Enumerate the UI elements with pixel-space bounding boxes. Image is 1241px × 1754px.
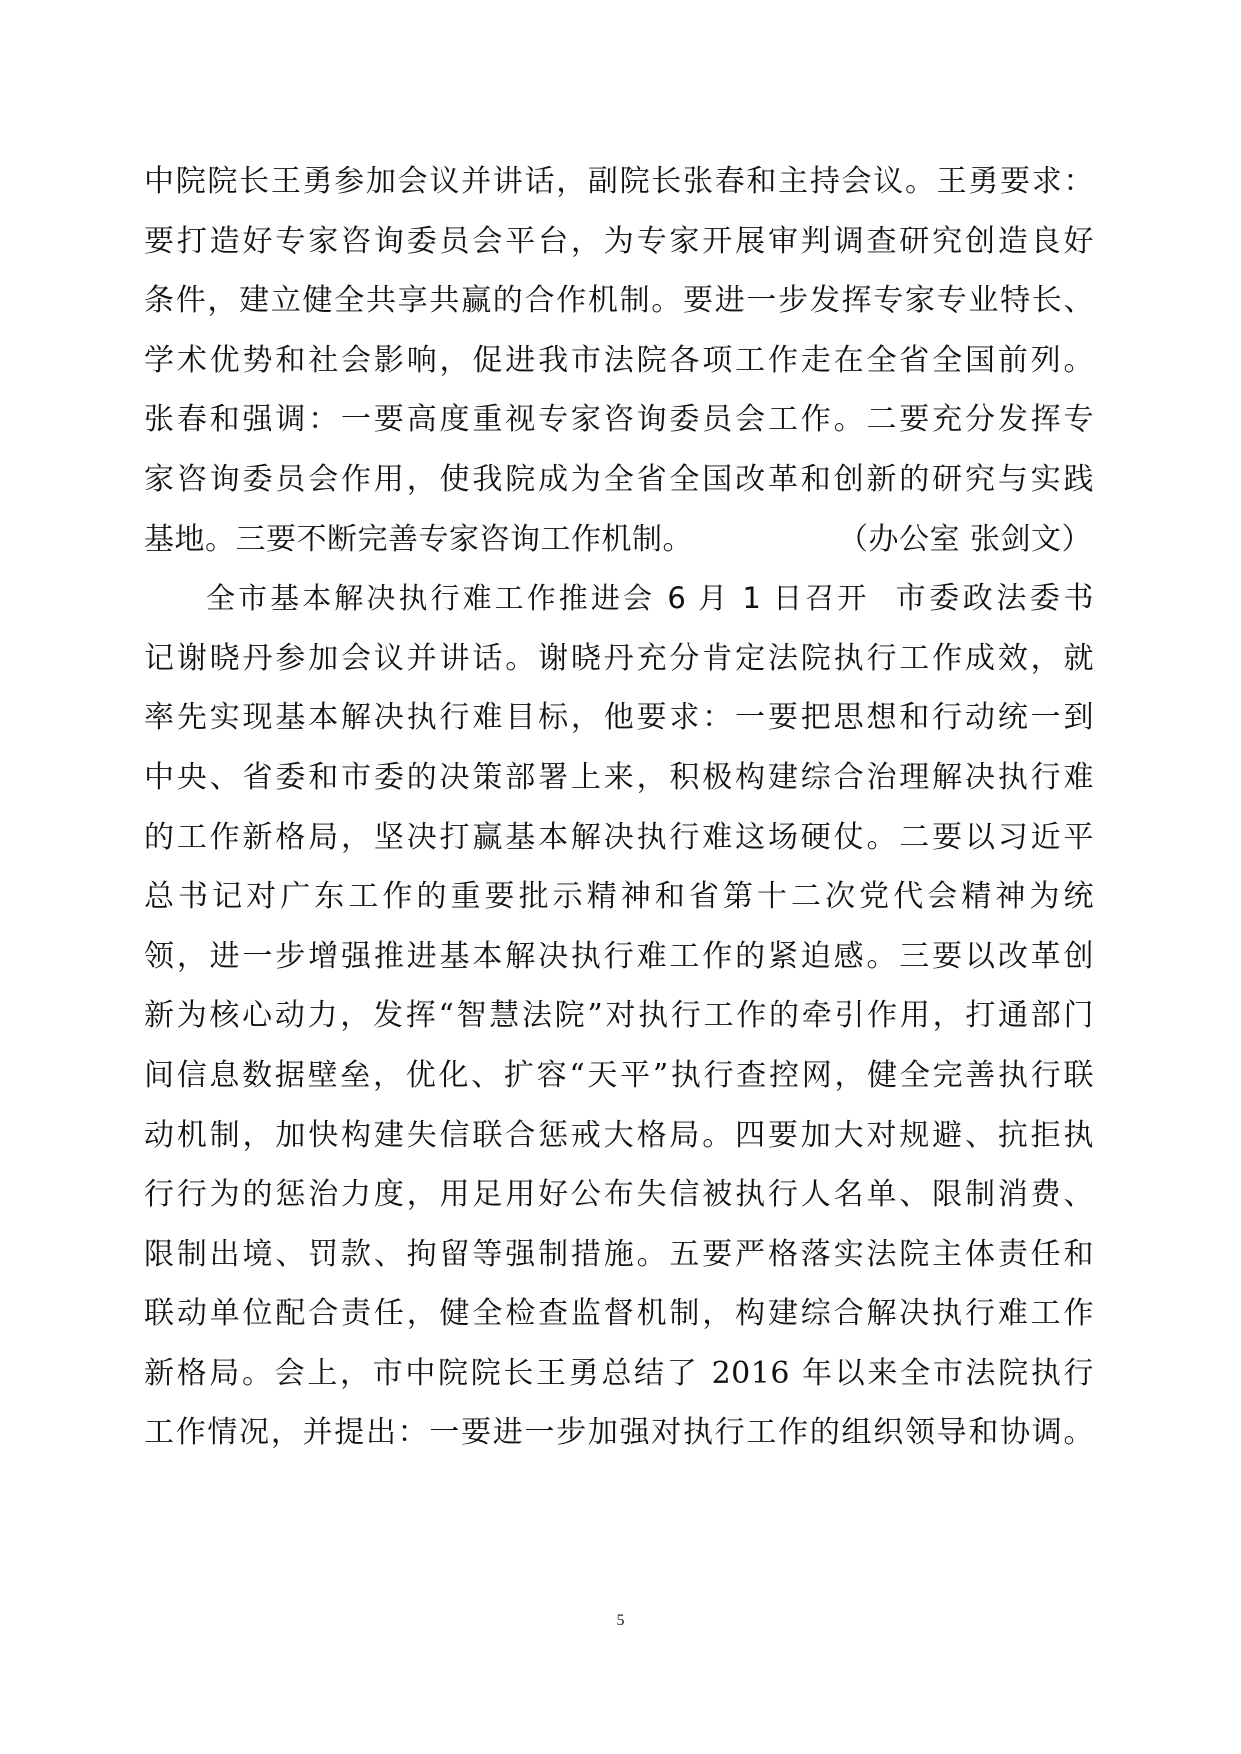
text-line: 领，进一步增强推进基本解决执行难工作的紧迫感。三要以改革创 (144, 938, 1094, 974)
text-line: 限制出境、罚款、拘留等强制措施。五要严格落实法院主体责任和 (144, 1236, 1094, 1272)
heading-line (144, 569, 1094, 629)
text-line: 新为核心动力，发挥“智慧法院”对执行工作的牵引作用，打通部门 (144, 998, 1094, 1034)
text-line-rest (869, 581, 895, 616)
text-line: 要打造好专家咨询委员会平台，为专家开展审判调查研究创造良好 (144, 223, 1094, 259)
body-text (144, 152, 1094, 1463)
text-line-end: 基地。三要不断完善专家咨询工作机制。 (144, 521, 693, 557)
text-line: 学术优势和社会影响，促进我市法院各项工作走在全省全国前列。 (144, 342, 1094, 378)
signature-line (144, 510, 1094, 570)
text-line: 工作情况，并提出：一要进一步加强对执行工作的组织领导和协调。 (144, 1415, 1094, 1451)
text-line: 的工作新格局，坚决打赢基本解决执行难这场硬仗。二要以习近平 (144, 819, 1094, 855)
text-line: 记谢晓丹参加会议并讲话。谢晓丹充分肯定法院执行工作成效，就 (144, 640, 1094, 676)
text-line: 中院院长王勇参加会议并讲话，副院长张春和主持会议。王勇要求： (144, 164, 1094, 199)
page-number: 5 (616, 1612, 625, 1629)
text-line: 联动单位配合责任，健全检查监督机制，构建综合解决执行难工作 (144, 1296, 1094, 1332)
text-line: 行行为的惩治力度，用足用好公布失信被执行人名单、限制消费、 (144, 1177, 1094, 1213)
text-line: 张春和强调：一要高度重视专家咨询委员会工作。二要充分发挥专 (144, 402, 1094, 438)
text-line-rest: 市委政法委书 (895, 581, 1094, 617)
text-line: 新格局。会上，市中院院长王勇总结了 2016 年以来全市法院执行 (144, 1355, 1094, 1391)
text-line: 动机制，加快构建失信联合惩戒大格局。四要加大对规避、抗拒执 (144, 1117, 1094, 1153)
text-line: 间信息数据壁垒，优化、扩容“天平”执行查控网，健全完善执行联 (144, 1057, 1094, 1093)
text-line: 总书记对广东工作的重要批示精神和省第十二次党代会精神为统 (144, 879, 1094, 915)
text-line: 家咨询委员会作用，使我院成为全省全国改革和创新的研究与实践 (144, 461, 1094, 497)
text-line: 中央、省委和市委的决策部署上来，积极构建综合治理解决执行难 (144, 759, 1094, 795)
author-signature: （办公室 张剑文） (837, 521, 1092, 557)
text-line: 条件，建立健全共享共赢的合作机制。要进一步发挥专家专业特长、 (144, 283, 1094, 319)
text-line: 率先实现基本解决执行难目标，他要求：一要把思想和行动统一到 (144, 700, 1094, 736)
news-headline: 全市基本解决执行难工作推进会 6 月 1 日召开 (206, 581, 870, 616)
